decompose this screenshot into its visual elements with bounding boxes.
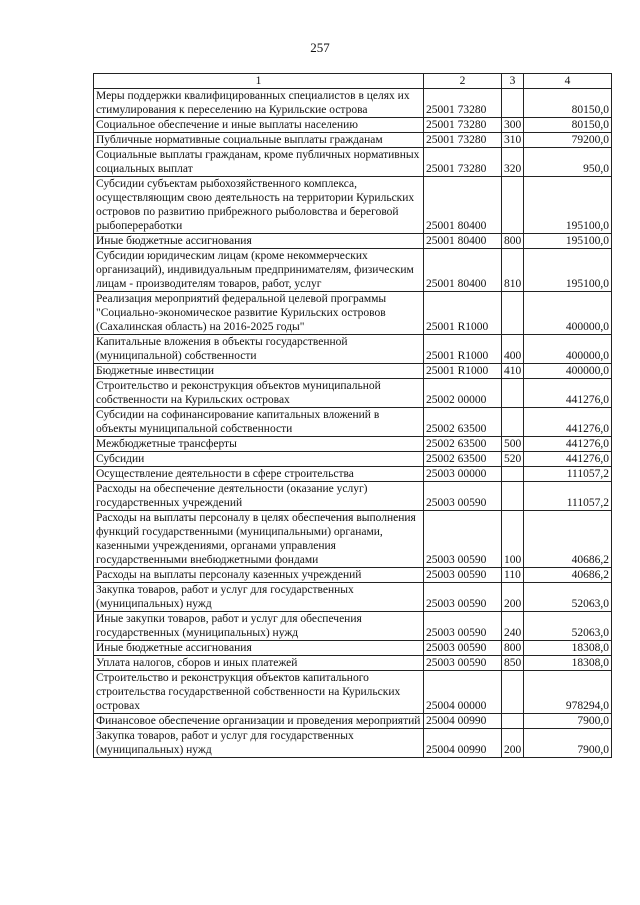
row-target-article-cell: 25003 00590 — [424, 482, 502, 511]
row-expense-type-cell — [502, 482, 524, 511]
row-target-article-cell: 25004 00990 — [424, 729, 502, 758]
row-expense-type-cell: 100 — [502, 511, 524, 568]
row-target-article-cell: 25001 R1000 — [424, 335, 502, 364]
table-body — [94, 89, 612, 758]
table-row — [94, 335, 612, 364]
row-amount-cell: 195100,0 — [524, 177, 612, 234]
row-amount-cell: 978294,0 — [524, 671, 612, 714]
row-amount-cell: 400000,0 — [524, 292, 612, 335]
table-row — [94, 177, 612, 234]
row-name-cell: Строительство и реконструкция объектов капитального строительства государственной собственности на Курильских островах — [94, 671, 424, 714]
row-expense-type-cell: 200 — [502, 729, 524, 758]
row-expense-type-cell — [502, 89, 524, 118]
row-name-cell: Меры поддержки квалифицированных специалистов в целях их стимулирования к переселению на Курильские острова — [94, 89, 424, 118]
row-amount-cell: 111057,2 — [524, 482, 612, 511]
row-expense-type-cell — [502, 379, 524, 408]
row-target-article-cell: 25002 63500 — [424, 452, 502, 467]
row-amount-cell: 40686,2 — [524, 511, 612, 568]
row-target-article-cell: 25001 73280 — [424, 89, 502, 118]
row-name-cell: Иные бюджетные ассигнования — [94, 234, 424, 249]
row-expense-type-cell — [502, 671, 524, 714]
row-target-article-cell: 25003 00590 — [424, 583, 502, 612]
row-amount-cell: 400000,0 — [524, 335, 612, 364]
row-expense-type-cell: 200 — [502, 583, 524, 612]
header-row — [94, 74, 612, 89]
row-amount-cell: 80150,0 — [524, 118, 612, 133]
table-row — [94, 133, 612, 148]
table-row — [94, 379, 612, 408]
row-target-article-cell: 25001 R1000 — [424, 292, 502, 335]
row-expense-type-cell: 850 — [502, 656, 524, 671]
row-name-cell: Осуществление деятельности в сфере строительства — [94, 467, 424, 482]
row-amount-cell: 18308,0 — [524, 641, 612, 656]
row-amount-cell: 950,0 — [524, 148, 612, 177]
row-name-cell: Строительство и реконструкция объектов муниципальной собственности на Курильских островах — [94, 379, 424, 408]
row-expense-type-cell: 110 — [502, 568, 524, 583]
table-row — [94, 671, 612, 714]
row-name-cell: Социальные выплаты гражданам, кроме публичных нормативных социальных выплат — [94, 148, 424, 177]
row-expense-type-cell: 400 — [502, 335, 524, 364]
row-target-article-cell: 25003 00000 — [424, 467, 502, 482]
row-target-article-cell: 25003 00590 — [424, 511, 502, 568]
row-name-cell: Закупка товаров, работ и услуг для государственных (муниципальных) нужд — [94, 729, 424, 758]
row-amount-cell: 7900,0 — [524, 729, 612, 758]
row-target-article-cell: 25003 00590 — [424, 568, 502, 583]
row-name-cell: Расходы на выплаты персоналу казенных учреждений — [94, 568, 424, 583]
table-row — [94, 467, 612, 482]
row-expense-type-cell: 320 — [502, 148, 524, 177]
row-name-cell: Расходы на выплаты персоналу в целях обеспечения выполнения функций государственными (муниципальными) органами, казенными учреждениями, органами управления государственными внебюджетными фондами — [94, 511, 424, 568]
row-amount-cell: 111057,2 — [524, 467, 612, 482]
row-target-article-cell: 25002 63500 — [424, 437, 502, 452]
table-row — [94, 292, 612, 335]
table-row — [94, 437, 612, 452]
row-target-article-cell: 25003 00590 — [424, 656, 502, 671]
row-target-article-cell: 25002 63500 — [424, 408, 502, 437]
table-row — [94, 656, 612, 671]
row-amount-cell: 40686,2 — [524, 568, 612, 583]
row-target-article-cell: 25004 00000 — [424, 671, 502, 714]
row-name-cell: Финансовое обеспечение организации и проведения мероприятий — [94, 714, 424, 729]
row-name-cell: Иные бюджетные ассигнования — [94, 641, 424, 656]
row-amount-cell: 195100,0 — [524, 249, 612, 292]
row-target-article-cell: 25001 73280 — [424, 118, 502, 133]
table-row — [94, 249, 612, 292]
table-row — [94, 714, 612, 729]
row-expense-type-cell: 520 — [502, 452, 524, 467]
table-row — [94, 89, 612, 118]
row-target-article-cell: 25001 80400 — [424, 249, 502, 292]
row-expense-type-cell — [502, 714, 524, 729]
row-expense-type-cell — [502, 467, 524, 482]
row-expense-type-cell — [502, 292, 524, 335]
row-target-article-cell: 25001 73280 — [424, 133, 502, 148]
row-expense-type-cell: 310 — [502, 133, 524, 148]
row-name-cell: Расходы на обеспечение деятельности (оказание услуг) государственных учреждений — [94, 482, 424, 511]
table-header — [94, 74, 612, 89]
row-target-article-cell: 25001 R1000 — [424, 364, 502, 379]
row-target-article-cell: 25001 80400 — [424, 177, 502, 234]
row-amount-cell: 18308,0 — [524, 656, 612, 671]
row-amount-cell: 441276,0 — [524, 437, 612, 452]
table-row — [94, 583, 612, 612]
row-name-cell: Иные закупки товаров, работ и услуг для обеспечения государственных (муниципальных) нужд — [94, 612, 424, 641]
row-expense-type-cell — [502, 408, 524, 437]
table-row — [94, 511, 612, 568]
row-amount-cell: 195100,0 — [524, 234, 612, 249]
table-row — [94, 568, 612, 583]
header-col-2: 2 — [424, 74, 502, 89]
row-amount-cell: 441276,0 — [524, 379, 612, 408]
row-amount-cell: 400000,0 — [524, 364, 612, 379]
row-target-article-cell: 25001 73280 — [424, 148, 502, 177]
row-name-cell: Публичные нормативные социальные выплаты гражданам — [94, 133, 424, 148]
table-row — [94, 408, 612, 437]
row-target-article-cell: 25004 00990 — [424, 714, 502, 729]
row-expense-type-cell: 240 — [502, 612, 524, 641]
row-target-article-cell: 25003 00590 — [424, 612, 502, 641]
row-name-cell: Закупка товаров, работ и услуг для государственных (муниципальных) нужд — [94, 583, 424, 612]
table-row — [94, 612, 612, 641]
row-name-cell: Субсидии — [94, 452, 424, 467]
table-row — [94, 729, 612, 758]
row-amount-cell: 52063,0 — [524, 612, 612, 641]
row-target-article-cell: 25002 00000 — [424, 379, 502, 408]
row-target-article-cell: 25003 00590 — [424, 641, 502, 656]
table-row — [94, 452, 612, 467]
table-row — [94, 234, 612, 249]
row-amount-cell: 79200,0 — [524, 133, 612, 148]
row-expense-type-cell: 300 — [502, 118, 524, 133]
row-expense-type-cell: 500 — [502, 437, 524, 452]
row-expense-type-cell: 800 — [502, 641, 524, 656]
row-name-cell: Субсидии субъектам рыбохозяйственного комплекса, осуществляющим свою деятельность на территории Курильских островов по развитию прибрежного рыболовства и береговой рыбопереработки — [94, 177, 424, 234]
table-row — [94, 148, 612, 177]
row-amount-cell: 441276,0 — [524, 408, 612, 437]
row-name-cell: Капитальные вложения в объекты государственной (муниципальной) собственности — [94, 335, 424, 364]
row-name-cell: Бюджетные инвестиции — [94, 364, 424, 379]
header-col-3: 3 — [502, 74, 524, 89]
page-number: 257 — [310, 40, 330, 55]
row-amount-cell: 80150,0 — [524, 89, 612, 118]
table-row — [94, 641, 612, 656]
row-expense-type-cell — [502, 177, 524, 234]
row-expense-type-cell: 410 — [502, 364, 524, 379]
table-row — [94, 364, 612, 379]
table-row — [94, 482, 612, 511]
row-name-cell: Уплата налогов, сборов и иных платежей — [94, 656, 424, 671]
budget-table — [93, 73, 612, 758]
row-amount-cell: 7900,0 — [524, 714, 612, 729]
header-col-1: 1 — [94, 74, 424, 89]
header-col-4: 4 — [524, 74, 612, 89]
row-target-article-cell: 25001 80400 — [424, 234, 502, 249]
row-name-cell: Реализация мероприятий федеральной целевой программы "Социально-экономическое развитие Курильских островов (Сахалинская область) на 2016-2025 годы" — [94, 292, 424, 335]
row-amount-cell: 441276,0 — [524, 452, 612, 467]
row-expense-type-cell: 800 — [502, 234, 524, 249]
table-row — [94, 118, 612, 133]
row-name-cell: Социальное обеспечение и иные выплаты населению — [94, 118, 424, 133]
row-expense-type-cell: 810 — [502, 249, 524, 292]
row-name-cell: Субсидии юридическим лицам (кроме некоммерческих организаций), индивидуальным предпринимателям, физическим лицам - производителям товаров, работ, услуг — [94, 249, 424, 292]
row-name-cell: Межбюджетные трансферты — [94, 437, 424, 452]
row-amount-cell: 52063,0 — [524, 583, 612, 612]
row-name-cell: Субсидии на софинансирование капитальных вложений в объекты муниципальной собственности — [94, 408, 424, 437]
